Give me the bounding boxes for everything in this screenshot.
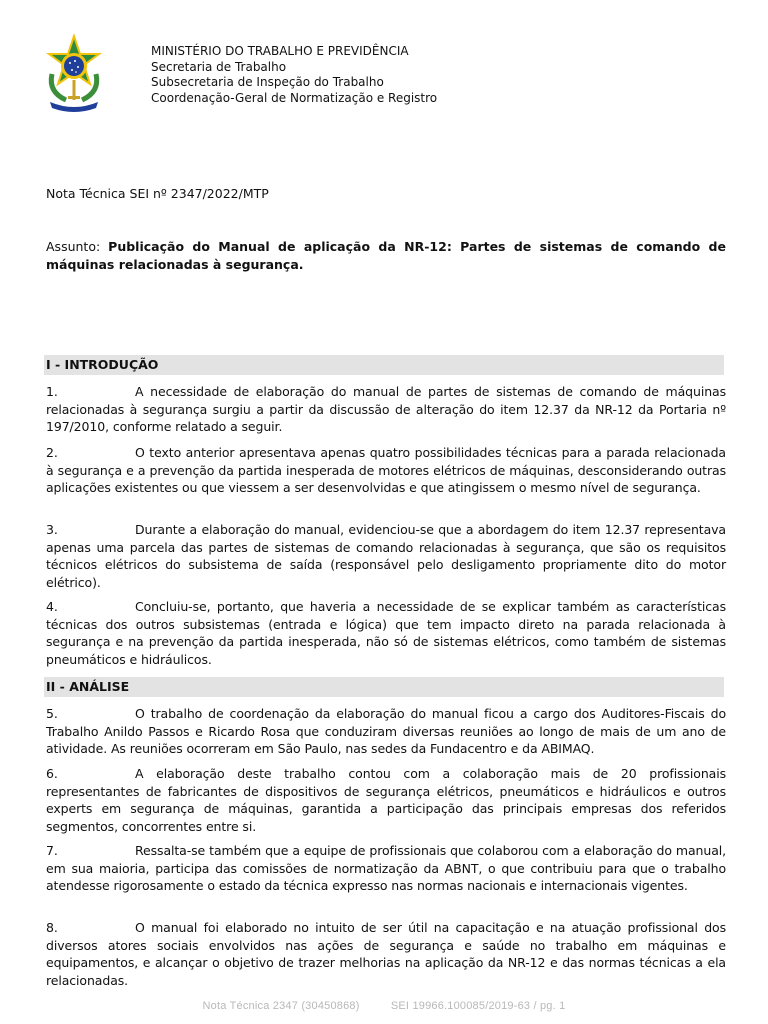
brazil-coat-of-arms-icon	[44, 34, 104, 114]
paragraph	[46, 444, 726, 497]
document-number: Nota Técnica SEI nº 2347/2022/MTP	[46, 186, 269, 201]
paragraph	[46, 842, 726, 895]
ministry-name: MINISTÉRIO DO TRABALHO E PREVIDÊNCIA	[151, 44, 409, 58]
paragraph-text: Concluiu-se, portanto, que haveria a necessidade de se explicar também as características técnicas dos outros subsistemas (entrada e lógica) que tem impacto direto na parada relacionada à segurança e na prevenção da partida inesperada, não só de sistemas elétricos, como também de sistemas pneumáticos e hidráulicos.	[46, 599, 726, 667]
paragraph	[46, 705, 726, 758]
subsecretariat-name: Subsecretaria de Inspeção do Trabalho	[151, 75, 384, 89]
subject-text: Publicação do Manual de aplicação da NR-12: Partes de sistemas de comando de máquinas relacionadas à segurança.	[46, 239, 726, 272]
paragraph-text: O trabalho de coordenação da elaboração do manual ficou a cargo dos Auditores-Fiscais do Trabalho Anildo Passos e Ricardo Rosa que conduziram diversas reuniões ao longo de mais de um ano de atividade. As reuniões ocorreram em São Paulo, nas sedes da Fundacentro e da ABIMAQ.	[46, 706, 726, 756]
paragraph-text: O texto anterior apresentava apenas quatro possibilidades técnicas para a parada relacionada à segurança e a prevenção da partida inesperada de motores elétricos de máquinas, desconsiderando outras aplicações existentes ou que viessem a ser desenvolvidas e que atingissem o mesmo nível de segurança.	[46, 445, 726, 495]
subject-line	[46, 238, 726, 274]
paragraph	[46, 521, 726, 591]
section-heading-introduction: I - INTRODUÇÃO	[44, 355, 724, 375]
paragraph-number: 5.	[46, 706, 58, 721]
secretariat-name: Secretaria de Trabalho	[151, 59, 287, 74]
paragraph-number: 6.	[46, 766, 58, 781]
paragraph-text: O manual foi elaborado no intuito de ser útil na capacitação e na atuação profissional dos diversos atores sociais envolvidos nas ações de segurança e saúde no trabalho em máquinas e equipamentos, e alcançar o objetivo de trazer melhorias na aplicação da NR-12 e das normas técnicas a ela relacionadas.	[46, 920, 726, 988]
paragraph-text: A elaboração deste trabalho contou com a colaboração mais de 20 profissionais representantes de fabricantes de dispositivos de segurança elétricos, pneumáticos e hidráulicos e outros experts em segurança de máquinas, garantida a participação das principais empresas dos referidos segmentos, concorrentes entre si.	[46, 766, 726, 834]
paragraph-number: 3.	[46, 522, 58, 537]
page-footer	[0, 1000, 768, 1012]
paragraph	[46, 598, 726, 668]
footer-process-page: SEI 19966.100085/2019-63 / pg. 1	[390, 1000, 566, 1012]
paragraph-number: 7.	[46, 843, 58, 858]
section-heading-analysis: II - ANÁLISE	[44, 677, 724, 697]
paragraph-text: A necessidade de elaboração do manual de partes de sistemas de comando de máquinas relacionadas à segurança surgiu a partir da discussão de alteração do item 12.37 da NR-12 da Portaria nº 197/2010, conforme relatado a seguir.	[46, 384, 726, 434]
paragraph-number: 1.	[46, 384, 58, 399]
paragraph	[46, 383, 726, 436]
paragraph	[46, 765, 726, 835]
paragraph	[46, 919, 726, 989]
paragraph-number: 8.	[46, 920, 58, 935]
paragraph-text: Durante a elaboração do manual, evidenciou-se que a abordagem do item 12.37 representava apenas uma parcela das partes de sistemas de comando relacionadas à segurança, que são os requisitos técnicos elétricos do subsistema de saída (responsável pelo desligamento propriamente dito do motor elétrico).	[46, 522, 726, 590]
paragraph-number: 4.	[46, 599, 58, 614]
paragraph-number: 2.	[46, 445, 58, 460]
header-block	[151, 44, 437, 106]
subject-label: Assunto:	[46, 239, 101, 254]
coordination-name: Coordenação-Geral de Normatização e Registro	[151, 90, 438, 105]
paragraph-text: Ressalta-se também que a equipe de profissionais que colaborou com a elaboração do manual, em sua maioria, participa das comissões de normatização da ABNT, o que contribuiu para que o trabalho atendesse rigorosamente o estado da técnica expresso nas normas nacionais e internacionais vigentes.	[46, 843, 726, 893]
footer-document-id: Nota Técnica 2347 (30450868)	[202, 1000, 360, 1012]
